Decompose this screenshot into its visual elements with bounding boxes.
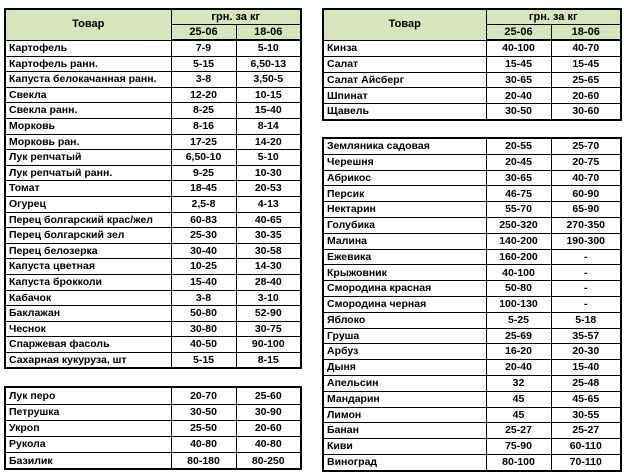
price-previous-cell: 3-10 <box>236 290 301 306</box>
price-current-cell: 20-45 <box>486 154 551 170</box>
price-current-cell: 100-130 <box>486 296 551 312</box>
table-row <box>5 87 301 103</box>
price-previous-cell: 15-45 <box>551 56 621 72</box>
price-previous-cell: 25-27 <box>551 423 621 439</box>
price-previous-cell: - <box>551 249 621 265</box>
price-previous-cell: 40-80 <box>236 437 301 453</box>
price-current-cell: 60-83 <box>171 212 236 228</box>
product-name-cell: Морковь <box>5 118 171 134</box>
table-row <box>5 437 301 453</box>
price-current-cell: 40-100 <box>486 265 551 281</box>
product-name-cell: Нектарин <box>323 202 486 218</box>
table-row <box>5 352 301 368</box>
product-name-cell: Виноград <box>323 454 486 470</box>
table-row <box>323 138 621 154</box>
product-name-cell: Малина <box>323 233 486 249</box>
table-row <box>5 212 301 228</box>
table-row <box>5 228 301 244</box>
price-current-cell: 25-50 <box>171 420 236 436</box>
price-current-cell: 160-200 <box>486 249 551 265</box>
product-name-cell: Укроп <box>5 420 171 436</box>
price-current-cell: 30-50 <box>486 104 551 120</box>
right-section-gap <box>322 121 622 137</box>
price-previous-cell: - <box>551 296 621 312</box>
price-previous-cell: 20-60 <box>551 88 621 104</box>
product-name-cell: Сахарная кукуруза, шт <box>5 352 171 368</box>
price-current-cell: 6,50-10 <box>171 150 236 166</box>
price-current-cell: 80-100 <box>486 454 551 470</box>
table-row <box>5 274 301 290</box>
price-previous-cell: 80-250 <box>236 453 301 470</box>
price-previous-cell: 35-57 <box>551 328 621 344</box>
table-row <box>323 217 621 233</box>
price-current-cell: 55-70 <box>486 202 551 218</box>
product-column-header: Товар <box>323 9 486 40</box>
product-name-cell: Спаржевая фасоль <box>5 337 171 353</box>
price-previous-cell: 60-110 <box>551 439 621 455</box>
date-previous-header: 18-06 <box>551 25 621 41</box>
table-row <box>5 259 301 275</box>
product-name-cell: Апельсин <box>323 375 486 391</box>
table-row <box>5 56 301 72</box>
price-previous-cell: 270-350 <box>551 217 621 233</box>
product-name-cell: Черешня <box>323 154 486 170</box>
product-name-cell: Смородина черная <box>323 296 486 312</box>
price-previous-cell: 40-70 <box>551 40 621 56</box>
price-previous-cell: 20-75 <box>551 154 621 170</box>
price-previous-cell: 15-40 <box>236 103 301 119</box>
product-name-cell: Базилик <box>5 453 171 470</box>
product-name-cell: Капуста белокачанная ранн. <box>5 72 171 88</box>
price-previous-cell: 25-48 <box>551 375 621 391</box>
product-name-cell: Крыжовник <box>323 265 486 281</box>
price-current-cell: 50-80 <box>486 281 551 297</box>
price-previous-cell: 20-53 <box>236 181 301 197</box>
date-current-header: 25-06 <box>486 25 551 41</box>
price-current-cell: 40-50 <box>171 337 236 353</box>
price-previous-cell: 8-15 <box>236 352 301 368</box>
table-row <box>323 202 621 218</box>
product-name-cell: Капуста брокколи <box>5 274 171 290</box>
table-row <box>5 387 301 404</box>
price-current-cell: 250-320 <box>486 217 551 233</box>
product-name-cell: Земляника садовая <box>323 138 486 154</box>
right-main-body <box>323 40 621 120</box>
price-current-cell: 45 <box>486 407 551 423</box>
table-row <box>323 423 621 439</box>
price-current-cell: 3-8 <box>171 72 236 88</box>
product-name-cell: Абрикос <box>323 170 486 186</box>
left-column <box>4 8 302 470</box>
product-name-cell: Голубика <box>323 217 486 233</box>
product-name-cell: Морковь ран. <box>5 134 171 150</box>
price-previous-cell: - <box>551 281 621 297</box>
left-main-body <box>5 40 301 368</box>
price-current-cell: 5-15 <box>171 56 236 72</box>
right-extra-table <box>322 137 622 472</box>
table-row <box>5 306 301 322</box>
product-name-cell: Мандарин <box>323 391 486 407</box>
product-name-cell: Перец болгарский крас/жел <box>5 212 171 228</box>
left-extra-table <box>4 386 302 470</box>
product-name-cell: Петрушка <box>5 404 171 420</box>
product-name-cell: Капуста цветная <box>5 259 171 275</box>
product-column-header: Товар <box>5 9 171 40</box>
price-previous-cell: 30-75 <box>236 321 301 337</box>
price-current-cell: 46-75 <box>486 186 551 202</box>
product-name-cell: Перец белозерка <box>5 243 171 259</box>
price-current-cell: 75-90 <box>486 439 551 455</box>
product-name-cell: Лук репчатый <box>5 150 171 166</box>
price-current-cell: 140-200 <box>486 233 551 249</box>
product-name-cell: Томат <box>5 181 171 197</box>
price-previous-cell: 25-70 <box>551 138 621 154</box>
product-name-cell: Огурец <box>5 196 171 212</box>
price-current-cell: 20-70 <box>171 387 236 404</box>
table-row <box>5 196 301 212</box>
table-row <box>5 40 301 56</box>
product-name-cell: Персик <box>323 186 486 202</box>
table-row <box>323 360 621 376</box>
left-extra-body <box>5 387 301 469</box>
left-main-table <box>4 8 302 369</box>
price-current-cell: 30-50 <box>171 404 236 420</box>
table-row <box>5 420 301 436</box>
product-name-cell: Чеснок <box>5 321 171 337</box>
price-previous-cell: 10-15 <box>236 87 301 103</box>
price-previous-cell: 3,50-5 <box>236 72 301 88</box>
table-row <box>5 404 301 420</box>
product-name-cell: Лук репчатый ранн. <box>5 165 171 181</box>
right-column <box>322 8 622 472</box>
right-table-header <box>323 9 621 40</box>
table-row <box>323 439 621 455</box>
table-row <box>323 265 621 281</box>
price-current-cell: 50-80 <box>171 306 236 322</box>
table-row <box>323 56 621 72</box>
price-current-cell: 40-80 <box>171 437 236 453</box>
product-name-cell: Арбуз <box>323 344 486 360</box>
price-current-cell: 20-55 <box>486 138 551 154</box>
price-current-cell: 80-180 <box>171 453 236 470</box>
right-main-table <box>322 8 622 121</box>
product-name-cell: Яблоко <box>323 312 486 328</box>
price-previous-cell: 52-90 <box>236 306 301 322</box>
price-current-cell: 30-80 <box>171 321 236 337</box>
price-unit-header: грн. за кг <box>171 9 301 25</box>
table-row <box>5 181 301 197</box>
price-previous-cell: 25-65 <box>551 72 621 88</box>
table-row <box>323 296 621 312</box>
left-section-gap <box>4 369 302 386</box>
price-previous-cell: 90-100 <box>236 337 301 353</box>
price-current-cell: 16-20 <box>486 344 551 360</box>
price-previous-cell: 190-300 <box>551 233 621 249</box>
price-current-cell: 40-100 <box>486 40 551 56</box>
price-current-cell: 7-9 <box>171 40 236 56</box>
price-current-cell: 15-40 <box>171 274 236 290</box>
price-current-cell: 25-69 <box>486 328 551 344</box>
product-name-cell: Салат Айсберг <box>323 72 486 88</box>
table-row <box>5 134 301 150</box>
left-table-header <box>5 9 301 40</box>
price-current-cell: 20-40 <box>486 360 551 376</box>
price-previous-cell: 40-70 <box>551 170 621 186</box>
table-row <box>323 312 621 328</box>
table-row <box>5 290 301 306</box>
product-name-cell: Свекла <box>5 87 171 103</box>
price-previous-cell: 20-30 <box>551 344 621 360</box>
product-name-cell: Лимон <box>323 407 486 423</box>
product-name-cell: Банан <box>323 423 486 439</box>
price-current-cell: 45 <box>486 391 551 407</box>
product-name-cell: Киви <box>323 439 486 455</box>
date-current-header: 25-06 <box>171 25 236 41</box>
price-current-cell: 18-45 <box>171 181 236 197</box>
table-row <box>5 150 301 166</box>
price-previous-cell: 28-40 <box>236 274 301 290</box>
price-previous-cell: 4-13 <box>236 196 301 212</box>
price-current-cell: 3-8 <box>171 290 236 306</box>
price-previous-cell: 30-55 <box>551 407 621 423</box>
product-name-cell: Картофель <box>5 40 171 56</box>
price-previous-cell: 6,50-13 <box>236 56 301 72</box>
price-current-cell: 25-30 <box>171 228 236 244</box>
price-current-cell: 15-45 <box>486 56 551 72</box>
price-current-cell: 9-25 <box>171 165 236 181</box>
date-previous-header: 18-06 <box>236 25 301 41</box>
price-previous-cell: 14-30 <box>236 259 301 275</box>
table-row <box>323 104 621 120</box>
price-previous-cell: 30-35 <box>236 228 301 244</box>
table-row <box>323 281 621 297</box>
table-row <box>323 391 621 407</box>
table-row <box>323 233 621 249</box>
product-name-cell: Салат <box>323 56 486 72</box>
price-current-cell: 30-40 <box>171 243 236 259</box>
price-previous-cell: 60-90 <box>551 186 621 202</box>
price-previous-cell: 30-60 <box>551 104 621 120</box>
product-name-cell: Перец болгарский зел <box>5 228 171 244</box>
price-previous-cell: - <box>551 265 621 281</box>
product-name-cell: Смородина красная <box>323 281 486 297</box>
table-row <box>323 186 621 202</box>
price-current-cell: 5-15 <box>171 352 236 368</box>
price-current-cell: 8-25 <box>171 103 236 119</box>
price-previous-cell: 15-40 <box>551 360 621 376</box>
price-previous-cell: 5-10 <box>236 40 301 56</box>
product-name-cell: Дыня <box>323 360 486 376</box>
price-previous-cell: 5-10 <box>236 150 301 166</box>
product-name-cell: Рукола <box>5 437 171 453</box>
price-previous-cell: 30-90 <box>236 404 301 420</box>
table-row <box>5 165 301 181</box>
product-name-cell: Шпинат <box>323 88 486 104</box>
price-current-cell: 8-16 <box>171 118 236 134</box>
price-unit-header: грн. за кг <box>486 9 621 25</box>
price-previous-cell: 25-60 <box>236 387 301 404</box>
product-name-cell: Щавель <box>323 104 486 120</box>
price-current-cell: 20-40 <box>486 88 551 104</box>
table-row <box>5 72 301 88</box>
price-previous-cell: 30-58 <box>236 243 301 259</box>
price-previous-cell: 8-14 <box>236 118 301 134</box>
price-current-cell: 2,5-8 <box>171 196 236 212</box>
right-extra-body <box>323 138 621 471</box>
table-row <box>323 40 621 56</box>
price-current-cell: 32 <box>486 375 551 391</box>
price-current-cell: 30-65 <box>486 72 551 88</box>
price-previous-cell: 10-30 <box>236 165 301 181</box>
product-name-cell: Лук перо <box>5 387 171 404</box>
price-previous-cell: 5-18 <box>551 312 621 328</box>
product-name-cell: Картофель ранн. <box>5 56 171 72</box>
table-row <box>5 337 301 353</box>
product-name-cell: Кинза <box>323 40 486 56</box>
price-previous-cell: 14-20 <box>236 134 301 150</box>
price-previous-cell: 40-65 <box>236 212 301 228</box>
price-current-cell: 10-25 <box>171 259 236 275</box>
price-current-cell: 25-27 <box>486 423 551 439</box>
table-row <box>5 321 301 337</box>
product-name-cell: Свекла ранн. <box>5 103 171 119</box>
table-row <box>323 454 621 470</box>
price-current-cell: 17-25 <box>171 134 236 150</box>
price-previous-cell: 45-65 <box>551 391 621 407</box>
table-row <box>323 170 621 186</box>
table-row <box>323 72 621 88</box>
price-current-cell: 5-25 <box>486 312 551 328</box>
table-row <box>5 118 301 134</box>
table-row <box>323 249 621 265</box>
price-previous-cell: 65-90 <box>551 202 621 218</box>
table-row <box>323 88 621 104</box>
table-row <box>323 375 621 391</box>
price-previous-cell: 20-60 <box>236 420 301 436</box>
price-current-cell: 12-20 <box>171 87 236 103</box>
table-row <box>323 328 621 344</box>
table-row <box>323 407 621 423</box>
price-previous-cell: 70-110 <box>551 454 621 470</box>
product-name-cell: Ежевика <box>323 249 486 265</box>
table-row <box>323 154 621 170</box>
table-row <box>323 344 621 360</box>
table-row <box>5 103 301 119</box>
product-name-cell: Груша <box>323 328 486 344</box>
table-row <box>5 453 301 470</box>
product-name-cell: Кабачок <box>5 290 171 306</box>
product-name-cell: Баклажан <box>5 306 171 322</box>
table-row <box>5 243 301 259</box>
price-current-cell: 30-65 <box>486 170 551 186</box>
